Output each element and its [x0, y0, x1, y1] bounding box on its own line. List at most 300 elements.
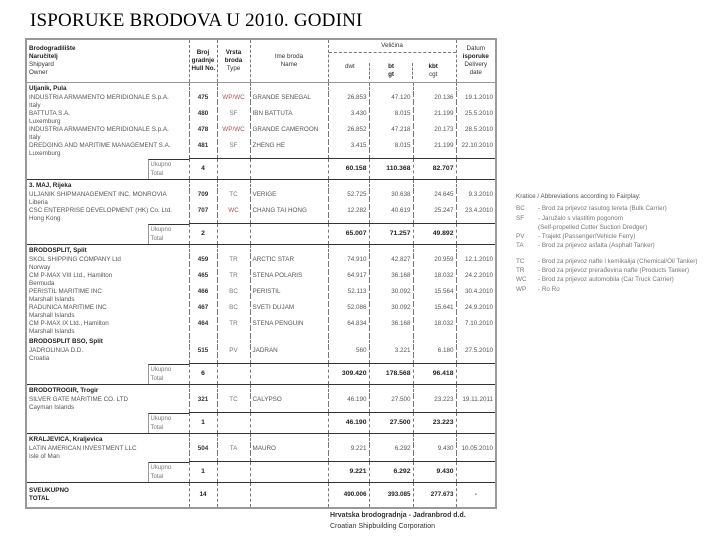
empty-cell	[328, 355, 369, 364]
hull-number: 467	[189, 304, 217, 312]
empty-cell	[456, 355, 496, 364]
ship-dwt: 26.852	[328, 126, 369, 134]
total-label-hr: Ukupno	[150, 161, 172, 168]
ship-kbt: 20.136	[413, 94, 456, 102]
total-label-en: Total	[150, 235, 164, 242]
ship-owner: PERISTIL MARITIME INC	[29, 288, 102, 295]
group-total-row	[26, 159, 496, 180]
empty-cell	[250, 150, 328, 159]
empty-cell	[413, 404, 456, 413]
hull-number: 478	[189, 126, 217, 134]
empty-cell	[250, 453, 328, 462]
ship-kbt: 20.959	[413, 256, 456, 264]
ship-owner: BATTUTA S.A.	[29, 110, 71, 117]
empty-cell	[217, 328, 250, 336]
owner-country: Norway	[29, 264, 51, 271]
ship-owner: LATIN AMERICAN INVESTMENT LLC	[29, 445, 137, 452]
ship-country-row	[26, 453, 496, 462]
empty-cell	[456, 312, 496, 320]
ship-dwt: 64.834	[328, 320, 369, 328]
empty-cell	[250, 134, 328, 142]
total-label-cell	[26, 462, 189, 483]
empty-cell	[328, 434, 369, 446]
ship-owner: DREDGING AND MARITIME MANAGEMENT S.A.	[29, 142, 171, 149]
total-label-hr: Ukupno	[150, 464, 172, 471]
ship-bt: 36.168	[369, 272, 413, 280]
ship-bt: 30.092	[369, 288, 413, 296]
empty-cell	[369, 453, 413, 462]
shipyard-row	[26, 385, 496, 397]
empty-cell	[189, 180, 217, 192]
ship-row	[26, 288, 496, 296]
empty-cell	[189, 434, 217, 446]
owner-country: Croatia	[29, 355, 50, 363]
shipyard-label	[26, 434, 189, 446]
empty-cell	[413, 264, 456, 272]
ship-country-row	[26, 296, 496, 304]
delivery-date: 24.9.2010	[456, 304, 496, 312]
empty-cell	[369, 404, 413, 413]
empty-cell	[328, 83, 369, 95]
header-size-label: Veličina	[329, 42, 456, 53]
shipyard-label	[26, 83, 189, 95]
legend-item	[516, 232, 697, 241]
empty-cell	[456, 296, 496, 304]
shipyard-row	[26, 245, 496, 257]
header-type-1: Vrsta	[225, 49, 242, 56]
ship-type: BC	[217, 288, 250, 296]
empty-cell	[456, 102, 496, 110]
shipyard-name: BRODOTROGIR, Trogir	[29, 386, 99, 394]
empty-cell	[369, 180, 413, 192]
empty-cell	[217, 245, 250, 257]
empty-cell	[456, 453, 496, 462]
total-dwt: 46.190	[328, 413, 369, 434]
ship-country-row	[26, 264, 496, 272]
total-label-hr: Ukupno	[150, 226, 172, 233]
total-dwt: 309.420	[328, 364, 369, 385]
ship-dwt: 52.113	[328, 288, 369, 296]
legend-text: - Ro Ro	[538, 285, 560, 293]
empty-cell	[250, 483, 328, 509]
header-type	[217, 39, 250, 83]
empty-cell	[413, 280, 456, 288]
ship-row	[26, 142, 496, 150]
empty-cell	[456, 159, 496, 180]
ship-type: TR	[217, 272, 250, 280]
empty-cell	[456, 404, 496, 413]
total-label-hr: Ukupno	[150, 366, 172, 373]
ship-bt: 30.638	[369, 191, 413, 199]
empty-cell	[217, 434, 250, 446]
empty-cell	[369, 102, 413, 110]
empty-cell	[413, 150, 456, 159]
empty-cell	[456, 150, 496, 159]
ship-bt: 47.120	[369, 94, 413, 102]
owner-country: Luxemburg	[29, 118, 61, 125]
ship-owner: SILVER GATE MARITIME CO. LTD	[29, 396, 129, 403]
header-shipyard-en: Shipyard	[29, 61, 54, 68]
table-header	[26, 39, 496, 83]
header-date-1: Datum	[466, 45, 486, 52]
header-date	[456, 39, 496, 83]
legend-text: (Self-propelled Cutter Suction Dredger)	[538, 223, 648, 231]
ship-kbt: 15.564	[413, 288, 456, 296]
empty-cell	[250, 118, 328, 126]
empty-cell	[328, 199, 369, 207]
owner-country: Isle of Man	[29, 453, 60, 461]
legend-item	[516, 241, 697, 250]
empty-cell	[413, 434, 456, 446]
ship-country-row	[26, 199, 496, 207]
empty-cell	[369, 118, 413, 126]
empty-cell	[189, 102, 217, 110]
total-dwt: 65.007	[328, 224, 369, 245]
ship-bt: 3.221	[369, 347, 413, 355]
total-label-en: Total	[150, 375, 164, 382]
ship-row	[26, 110, 496, 118]
shipyard-label	[26, 245, 189, 257]
empty-cell	[328, 404, 369, 413]
owner-country: Hong Kong	[29, 215, 61, 223]
empty-cell	[250, 224, 328, 245]
hull-number: 481	[189, 142, 217, 150]
empty-cell	[189, 355, 217, 364]
ship-row	[26, 396, 496, 404]
empty-cell	[456, 134, 496, 142]
empty-cell	[189, 245, 217, 257]
ship-dwt: 52.086	[328, 304, 369, 312]
empty-cell	[217, 312, 250, 320]
shipyard-name: 3. MAJ, Rijeka	[29, 181, 72, 189]
shipyard-name: KRALJEVICA, Kraljevica	[29, 435, 103, 443]
total-count: 1	[189, 413, 217, 434]
empty-cell	[250, 355, 328, 364]
total-label	[148, 364, 189, 385]
ship-name: PERISTIL	[250, 288, 328, 296]
abbreviations-legend	[516, 192, 697, 294]
ship-bt: 6.292	[369, 445, 413, 453]
empty-cell	[189, 453, 217, 462]
grand-total-row	[26, 483, 496, 509]
header-name-1: Ime broda	[274, 53, 304, 60]
empty-cell	[328, 312, 369, 320]
header-hull-1: Broj	[196, 49, 210, 56]
hull-number: 515	[189, 347, 217, 355]
delivery-date: 10.05.2010	[456, 445, 496, 453]
empty-cell	[413, 385, 456, 397]
empty-cell	[217, 462, 250, 483]
ship-bt: 8.015	[369, 142, 413, 150]
empty-cell	[413, 199, 456, 207]
hull-number: 466	[189, 288, 217, 296]
total-label-en: Total	[150, 424, 164, 431]
ship-bt: 42.827	[369, 256, 413, 264]
owner-country: Marshall Islands	[29, 296, 75, 303]
ship-owner: SKOL SHIPPING COMPANY Ltd	[29, 256, 121, 263]
empty-cell	[250, 336, 328, 347]
shipyard-row	[26, 336, 496, 347]
header-owner-hr: Naručitelj	[29, 53, 58, 60]
ship-name: JADRAN	[250, 347, 328, 355]
ship-type: BC	[217, 304, 250, 312]
header-kbt	[413, 63, 454, 79]
ship-type: TR	[217, 320, 250, 328]
ship-owner: INDUSTRIA ARMAMENTO MERIDIONALE S.p.A.	[29, 94, 169, 101]
empty-cell	[250, 280, 328, 288]
legend-item	[516, 257, 697, 266]
empty-cell	[369, 434, 413, 446]
empty-cell	[328, 336, 369, 347]
empty-cell	[250, 159, 328, 180]
empty-cell	[217, 483, 250, 509]
empty-cell	[250, 180, 328, 192]
ship-name: GRANDE CAMEROON	[250, 126, 328, 134]
footer-company-hr: Hrvatska brodogradnja - Jadranbrod d.d.	[330, 512, 466, 519]
header-hull-2: gradnje	[191, 57, 215, 64]
header-hull	[189, 39, 217, 83]
empty-cell	[217, 404, 250, 413]
ship-name: IBN BATTUTA	[250, 110, 328, 118]
legend-code: WP	[516, 285, 527, 293]
empty-cell	[413, 245, 456, 257]
empty-cell	[189, 134, 217, 142]
empty-cell	[456, 336, 496, 347]
total-kbt: 82.707	[413, 159, 456, 180]
empty-cell	[456, 118, 496, 126]
empty-cell	[369, 355, 413, 364]
shipyard-name: Uljanik, Pula	[29, 84, 67, 92]
empty-cell	[250, 296, 328, 304]
group-total-row	[26, 413, 496, 434]
ship-country-row	[26, 280, 496, 288]
total-label	[148, 159, 189, 180]
empty-cell	[456, 215, 496, 224]
ship-bt: 36.168	[369, 320, 413, 328]
ship-type: SF	[217, 142, 250, 150]
hull-number: 459	[189, 256, 217, 264]
empty-cell	[217, 150, 250, 159]
empty-cell	[250, 215, 328, 224]
ship-row	[26, 256, 496, 264]
empty-cell	[328, 264, 369, 272]
ship-kbt: 18.032	[413, 272, 456, 280]
empty-cell	[250, 434, 328, 446]
shipyard-name: BRODOSPLIT BSO, Split	[29, 337, 103, 345]
empty-cell	[328, 180, 369, 192]
ship-country-row	[26, 355, 496, 364]
ship-name: VERIGE	[250, 191, 328, 199]
ship-row	[26, 304, 496, 312]
empty-cell	[250, 385, 328, 397]
empty-cell	[189, 336, 217, 347]
ship-country-row	[26, 215, 496, 224]
empty-cell	[328, 134, 369, 142]
ship-type: WC	[217, 207, 250, 215]
empty-cell	[413, 102, 456, 110]
delivery-date: 30.4.2010	[456, 288, 496, 296]
empty-cell	[189, 264, 217, 272]
ship-type: PV	[217, 347, 250, 355]
legend-text: - Brod za prijevoz nafte i kemikalija (Chemical/Oil Tanker)	[538, 257, 698, 265]
header-kbt-2: cgt	[428, 71, 438, 78]
ship-dwt: 52.725	[328, 191, 369, 199]
ship-row	[26, 126, 496, 134]
total-bt: 71.257	[369, 224, 413, 245]
delivery-date: 19.11.2011	[456, 396, 496, 404]
hull-number: 707	[189, 207, 217, 215]
empty-cell	[217, 385, 250, 397]
legend-item	[516, 204, 697, 213]
empty-cell	[189, 312, 217, 320]
empty-cell	[217, 118, 250, 126]
empty-cell	[328, 118, 369, 126]
ship-dwt: 12.282	[328, 207, 369, 215]
ship-dwt: 26.853	[328, 94, 369, 102]
ship-country-row	[26, 134, 496, 142]
ship-type: TA	[217, 445, 250, 453]
empty-cell	[413, 83, 456, 95]
ship-kbt: 25.247	[413, 207, 456, 215]
ship-country-row	[26, 404, 496, 413]
empty-cell	[250, 364, 328, 385]
shipyard-label	[26, 336, 189, 347]
empty-cell	[328, 102, 369, 110]
legend-code	[516, 223, 538, 232]
empty-cell	[456, 413, 496, 434]
ship-row	[26, 94, 496, 102]
ship-name: GRANDE SENEGAL	[250, 94, 328, 102]
empty-cell	[217, 159, 250, 180]
total-dwt: 9.221	[328, 462, 369, 483]
empty-cell	[456, 328, 496, 336]
grand-total-date: -	[456, 483, 496, 509]
total-label-en: Total	[150, 170, 164, 177]
grand-total-count: 14	[189, 483, 217, 509]
legend-text: - Jaružalo s vlastitim pogonom	[538, 214, 624, 222]
header-bt-1: bt	[388, 63, 395, 70]
shipyard-name: BRODOSPLIT, Split	[29, 246, 87, 254]
header-shipyard-hr: Brodogradilište	[29, 45, 76, 52]
grand-total-kbt: 277.673	[413, 483, 456, 509]
legend-code: TC	[516, 257, 525, 265]
ship-row	[26, 320, 496, 328]
header-bt-2: gt	[388, 71, 395, 78]
empty-cell	[250, 83, 328, 95]
empty-cell	[369, 245, 413, 257]
empty-cell	[456, 245, 496, 257]
hull-number: 321	[189, 396, 217, 404]
empty-cell	[189, 118, 217, 126]
empty-cell	[217, 364, 250, 385]
legend-item	[516, 275, 697, 284]
total-label-hr: Ukupno	[150, 415, 172, 422]
legend-item	[516, 285, 697, 294]
total-label-cell	[26, 413, 189, 434]
total-kbt: 49.892	[413, 224, 456, 245]
owner-country: Italy	[29, 134, 41, 141]
legend-code: PV	[516, 233, 525, 241]
empty-cell	[217, 453, 250, 462]
legend-title: Kratice / Abbreviations according to Fairplay:	[516, 193, 641, 200]
group-total-row	[26, 462, 496, 483]
legend-item	[516, 266, 697, 275]
legend-text: - Trajekt (Passenger/Vehicle Ferry)	[538, 233, 636, 241]
empty-cell	[217, 180, 250, 192]
ship-owner: JADROLINIJA D.D.	[29, 347, 84, 354]
header-kbt-1: kbt	[428, 63, 438, 70]
ship-country-row	[26, 118, 496, 126]
empty-cell	[189, 296, 217, 304]
ship-type: SF	[217, 110, 250, 118]
total-bt: 178.568	[369, 364, 413, 385]
shipyard-label	[26, 180, 189, 192]
empty-cell	[189, 199, 217, 207]
empty-cell	[250, 413, 328, 434]
grand-total-dwt: 490.006	[328, 483, 369, 509]
empty-cell	[413, 312, 456, 320]
empty-cell	[456, 280, 496, 288]
empty-cell	[369, 296, 413, 304]
ship-owner: ULJANIK SHIPMANAGEMENT INC. MONROVIA	[29, 191, 167, 198]
total-count: 1	[189, 462, 217, 483]
empty-cell	[217, 134, 250, 142]
empty-cell	[189, 404, 217, 413]
empty-cell	[456, 180, 496, 192]
ship-bt: 30.092	[369, 304, 413, 312]
total-label-cell	[26, 159, 189, 180]
ship-type: TC	[217, 191, 250, 199]
ship-name: CHANG TAI HONG	[250, 207, 328, 215]
empty-cell	[250, 328, 328, 336]
page-title: ISPORUKE BRODOVA U 2010. GODINI	[30, 10, 363, 31]
header-date-2: isporuke	[462, 53, 489, 60]
owner-country: Bermuda	[29, 280, 55, 287]
empty-cell	[413, 134, 456, 142]
empty-cell	[369, 328, 413, 336]
header-name	[250, 39, 328, 83]
header-owner-en: Owner	[29, 69, 48, 76]
empty-cell	[328, 296, 369, 304]
grand-total-hr: SVEUKUPNO	[29, 487, 69, 494]
hull-number: 464	[189, 320, 217, 328]
header-name-2: Name	[280, 61, 298, 68]
ship-country-row	[26, 312, 496, 320]
ship-dwt: 3.415	[328, 142, 369, 150]
grand-total-bt: 393.085	[369, 483, 413, 509]
total-count: 6	[189, 364, 217, 385]
empty-cell	[250, 312, 328, 320]
ship-type: WP/WC	[217, 126, 250, 134]
legend-item	[516, 214, 697, 223]
empty-cell	[217, 264, 250, 272]
empty-cell	[413, 328, 456, 336]
empty-cell	[328, 453, 369, 462]
ship-kbt: 9.430	[413, 445, 456, 453]
total-dwt: 60.158	[328, 159, 369, 180]
header-date-4: date	[469, 69, 482, 76]
ship-owner: CM P-MAX VIII Ltd., Hamilton	[29, 272, 113, 279]
empty-cell	[413, 118, 456, 126]
ship-country-row	[26, 102, 496, 110]
shipyard-label	[26, 385, 189, 397]
owner-country: Italy	[29, 102, 41, 109]
legend-text: - Brod za prijevoz prerađevina nafte (Products Tanker)	[538, 267, 690, 275]
legend-text: - Brod za prijevoz rasutog tereta (Bulk Carrier)	[538, 205, 667, 213]
total-bt: 6.292	[369, 462, 413, 483]
ship-type: WP/WC	[217, 94, 250, 102]
empty-cell	[413, 453, 456, 462]
